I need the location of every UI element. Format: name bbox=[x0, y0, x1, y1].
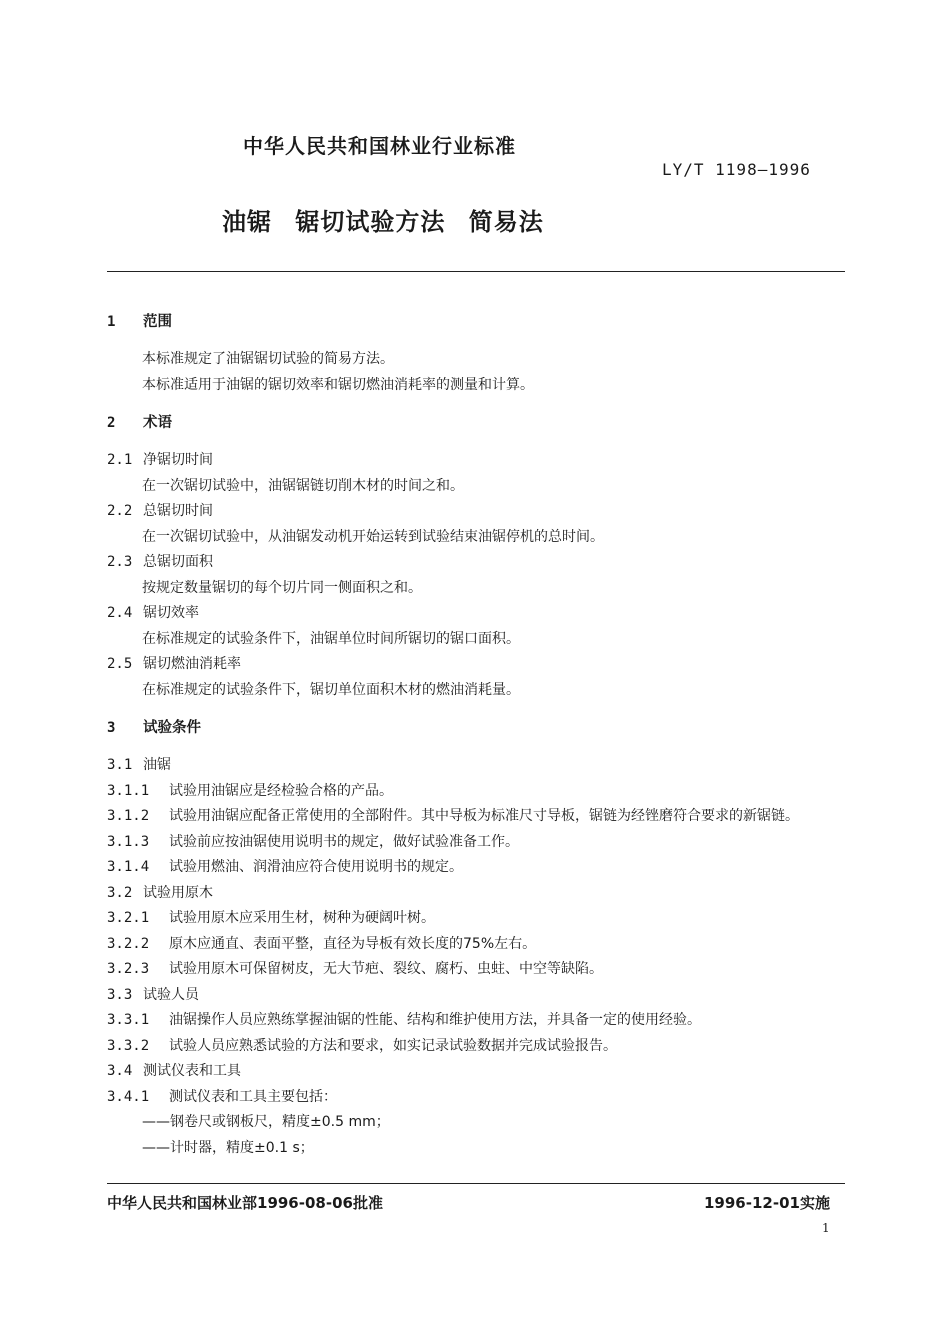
section-number: 3 bbox=[107, 720, 116, 736]
clause-text: 试验用油锯应是经检验合格的产品。 bbox=[169, 782, 393, 799]
clause-number: 3.2.3 bbox=[107, 961, 150, 977]
term-definition: 在标准规定的试验条件下，油锯单位时间所锯切的锯口面积。 bbox=[142, 630, 520, 647]
section-heading bbox=[107, 408, 847, 438]
clause-text: 试验用原木可保留树皮，无大节疤、裂纹、腐朽、虫蛀、中空等缺陷。 bbox=[169, 961, 603, 977]
clause-number: 3.1.3 bbox=[107, 833, 150, 850]
approval-line: 中华人民共和国林业部1996-08-06批准 bbox=[107, 1194, 383, 1212]
term-name: 锯切效率 bbox=[143, 605, 199, 621]
section-number: 1 bbox=[107, 314, 116, 330]
clause bbox=[107, 855, 847, 881]
subsection-heading bbox=[107, 983, 847, 1009]
clause-number: 3.1.4 bbox=[107, 859, 150, 875]
clause bbox=[107, 1034, 847, 1060]
page-number: 1 bbox=[822, 1221, 830, 1235]
subsection-title: 油锯 bbox=[143, 757, 171, 773]
clause bbox=[107, 779, 847, 805]
term-heading bbox=[107, 652, 847, 678]
section-heading bbox=[107, 713, 847, 743]
clause-number: 3.4.1 bbox=[107, 1088, 150, 1105]
term-definition: 在标准规定的试验条件下，锯切单位面积木材的燃油消耗量。 bbox=[142, 681, 520, 698]
paragraph: 本标准适用于油锯的锯切效率和锯切燃油消耗率的测量和计算。 bbox=[142, 376, 534, 393]
clause bbox=[107, 1085, 847, 1111]
clause bbox=[107, 906, 847, 932]
clause-number: 3.1 bbox=[107, 757, 133, 773]
subsection-title: 试验用原木 bbox=[143, 884, 213, 901]
subsection-heading bbox=[107, 881, 847, 907]
clause-text: 试验人员应熟悉试验的方法和要求，如实记录试验数据并完成试验报告。 bbox=[169, 1037, 617, 1054]
term-definition: 在一次锯切试验中，油锯锯链切削木材的时间之和。 bbox=[142, 477, 464, 494]
header-divider bbox=[107, 271, 845, 272]
subsection-title: 试验人员 bbox=[143, 986, 199, 1003]
clause bbox=[107, 830, 847, 856]
clause-number: 2.1 bbox=[107, 452, 133, 468]
clause-text: 试验用油锯应配备正常使用的全部附件。其中导板为标准尺寸导板，锯链为经锉磨符合要求的新锯链。 bbox=[169, 808, 799, 824]
clause bbox=[107, 804, 847, 830]
clause-text: 油锯操作人员应熟练掌握油锯的性能、结构和维护使用方法，并具备一定的使用经验。 bbox=[169, 1012, 701, 1028]
clause-number: 3.3.2 bbox=[107, 1037, 150, 1054]
clause-number: 3.3 bbox=[107, 986, 133, 1003]
clause-text: 测试仪表和工具主要包括： bbox=[169, 1088, 337, 1105]
term-name: 净锯切时间 bbox=[143, 452, 213, 468]
clause-text: 原木应通直、表面平整，直径为导板有效长度的75%左右。 bbox=[169, 935, 537, 952]
section-number: 2 bbox=[107, 415, 116, 431]
clause-number: 2.3 bbox=[107, 554, 133, 570]
clause-number: 3.4 bbox=[107, 1063, 133, 1079]
implementation-date: 1996-12-01实施 bbox=[704, 1194, 830, 1212]
list-item: ——计时器，精度±0.1 s； bbox=[142, 1139, 314, 1156]
clause bbox=[107, 1008, 847, 1034]
section-title: 范围 bbox=[143, 314, 172, 330]
clause-text: 试验用原木应采用生材，树种为硬阔叶树。 bbox=[169, 910, 435, 926]
clause-number: 2.4 bbox=[107, 605, 133, 621]
document-body bbox=[107, 307, 847, 1161]
term-heading bbox=[107, 448, 847, 474]
paragraph: 本标准规定了油锯锯切试验的简易方法。 bbox=[142, 351, 394, 367]
clause-number: 3.2.2 bbox=[107, 935, 150, 952]
term-name: 总锯切时间 bbox=[143, 503, 213, 519]
term-name: 锯切燃油消耗率 bbox=[143, 656, 241, 672]
term-heading bbox=[107, 499, 847, 525]
clause-number: 2.2 bbox=[107, 503, 133, 519]
clause-number: 3.1.1 bbox=[107, 782, 150, 799]
clause-text: 试验前应按油锯使用说明书的规定，做好试验准备工作。 bbox=[169, 833, 519, 850]
list-item: ——钢卷尺或钢板尺，精度±0.5 mm； bbox=[142, 1114, 390, 1130]
subsection-heading bbox=[107, 753, 847, 779]
section-title: 试验条件 bbox=[143, 720, 201, 736]
term-definition: 在一次锯切试验中，从油锯发动机开始运转到试验结束油锯停机的总时间。 bbox=[142, 528, 604, 545]
clause-number: 3.3.1 bbox=[107, 1012, 150, 1028]
clause-number: 3.1.2 bbox=[107, 808, 150, 824]
clause-number: 3.2.1 bbox=[107, 910, 150, 926]
clause-number: 2.5 bbox=[107, 656, 133, 672]
subsection-heading bbox=[107, 1059, 847, 1085]
term-name: 总锯切面积 bbox=[143, 554, 213, 570]
footer-divider bbox=[107, 1183, 845, 1184]
clause-text: 试验用燃油、润滑油应符合使用说明书的规定。 bbox=[169, 859, 463, 875]
document-title: 油锯 锯切试验方法 简易法 bbox=[222, 208, 544, 236]
term-heading bbox=[107, 601, 847, 627]
document-code: LY/T 1198—1996 bbox=[662, 160, 811, 179]
section-heading bbox=[107, 307, 847, 337]
term-definition: 按规定数量锯切的每个切片同一侧面积之和。 bbox=[142, 579, 422, 596]
subsection-title: 测试仪表和工具 bbox=[143, 1063, 241, 1079]
term-heading bbox=[107, 550, 847, 576]
clause bbox=[107, 957, 847, 983]
clause-number: 3.2 bbox=[107, 884, 133, 901]
section-title: 术语 bbox=[143, 415, 172, 431]
clause bbox=[107, 932, 847, 958]
standard-organization-title: 中华人民共和国林业行业标准 bbox=[243, 134, 516, 158]
